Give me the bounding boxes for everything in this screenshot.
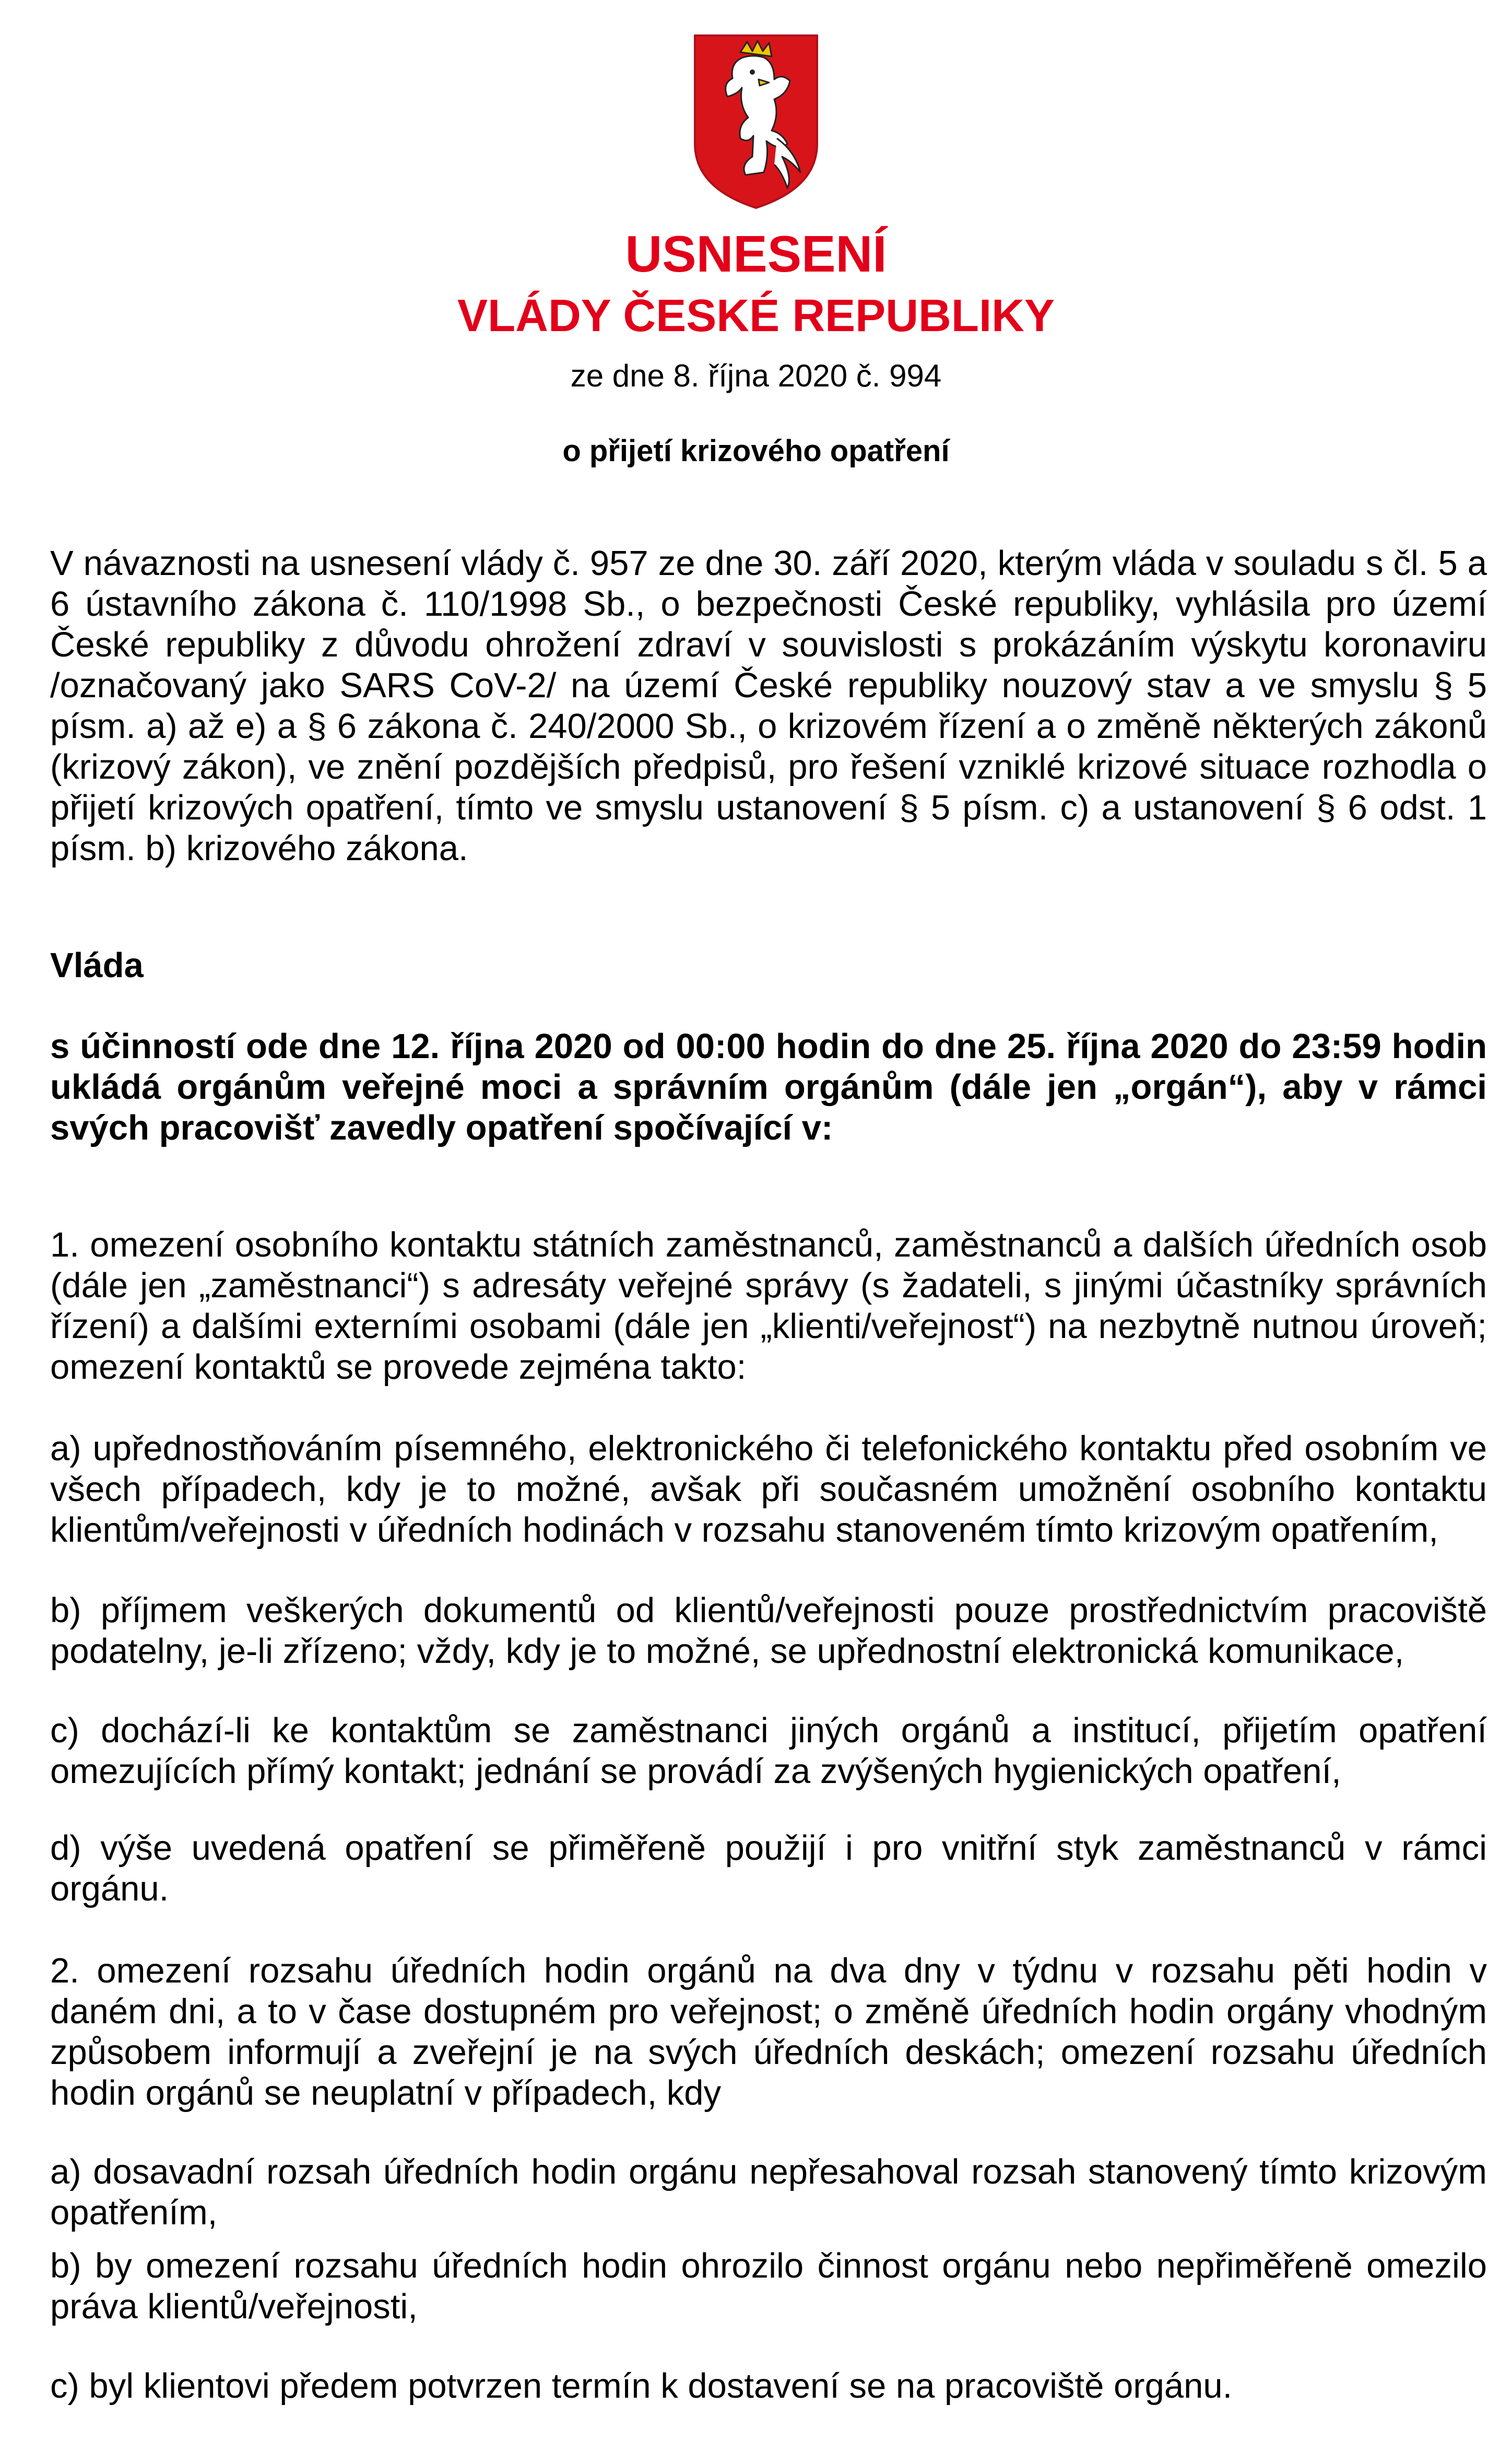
item-1d: d) výše uvedená opatření se přiměřeně použijí i pro vnitřní styk zaměstnanců v rámci orgánu. [50, 1828, 1487, 1908]
item-2b: b) by omezení rozsahu úředních hodin ohrozilo činnost orgánu nebo nepřiměřeně omezilo práva klientů/veřejnosti, [50, 2246, 1487, 2326]
coat-of-arms-icon [691, 31, 821, 212]
item-1: 1. omezení osobního kontaktu státních zaměstnanců, zaměstnanců a dalších úředních osob (dále jen „zaměstnanci“) s adresáty veřejné správy (s žadateli, s jinými účastníky správních řízení) a dalšími externími osobami (dále jen „klienti/veřejnost“) na nezbytně nutnou úroveň; omezení kontaktů se provede zejména takto: [50, 1225, 1487, 1387]
item-1c: c) dochází-li ke kontaktům se zaměstnanci jiných orgánů a institucí, přijetím opatření omezujících přímý kontakt; jednání se provádí za zvýšených hygienických opatření, [50, 1711, 1487, 1791]
resolution-subject: o přijetí krizového opatření [562, 434, 950, 468]
item-1b: b) příjmem veškerých dokumentů od klientů/veřejnosti pouze prostřednictvím pracoviště podatelny, je-li zřízeno; vždy, kdy je to možné, se upřednostní elektronická komunikace, [50, 1591, 1487, 1671]
document-subtitle: VLÁDY ČESKÉ REPUBLIKY [457, 290, 1055, 341]
item-2a: a) dosavadní rozsah úředních hodin orgánu nepřesahoval rozsah stanovený tímto krizovým opatřením, [50, 2152, 1487, 2232]
government-heading: Vláda [50, 946, 144, 985]
item-2c: c) byl klientovi předem potvrzen termín k dostavení se na pracoviště orgánu. [50, 2366, 1233, 2406]
item-1a: a) upřednostňováním písemného, elektronického či telefonického kontaktu před osobním ve všech případech, kdy je to možné, avšak při současném umožnění osobního kontaktu klientům/veřejnosti v úředních hodinách v rozsahu stanoveném tímto krizovým opatřením, [50, 1429, 1487, 1550]
decree-paragraph: s účinností ode dne 12. října 2020 od 00:00 hodin do dne 25. října 2020 do 23:59 hodin ukládá orgánům veřejné moci a správním orgánům (dále jen „orgán“), aby v rámci svých pracovišť zavedly opatření spočívající v: [50, 1027, 1487, 1147]
document-title: USNESENÍ [625, 225, 887, 283]
item-2: 2. omezení rozsahu úředních hodin orgánů na dva dny v týdnu v rozsahu pěti hodin v daném dni, a to v čase dostupném pro veřejnost; o změně úředních hodin orgány vhodným způsobem informují a zveřejní je na svých úředních deskách; omezení rozsahu úředních hodin orgánů se neuplatní v případech, kdy [50, 1951, 1487, 2113]
resolution-date: ze dne 8. října 2020 č. 994 [570, 358, 942, 393]
intro-paragraph: V návaznosti na usnesení vlády č. 957 ze dne 30. září 2020, kterým vláda v souladu s čl. 5 a 6 ústavního zákona č. 110/1998 Sb., o bezpečnosti České republiky, vyhlásila pro území České republiky z důvodu ohrožení zdraví v souvislosti s prokázáním výskytu koronaviru /označovaný jako SARS CoV-2/ na území České republiky nouzový stav a ve smyslu § 5 písm. a) až e) a § 6 zákona č. 240/2000 Sb., o krizovém řízení a o změně některých zákonů (krizový zákon), ve znění pozdějších předpisů, pro řešení vzniklé krizové situace rozhodla o přijetí krizových opatření, tímto ve smyslu ustanovení § 5 písm. c) a ustanovení § 6 odst. 1 písm. b) krizového zákona. [50, 544, 1487, 868]
